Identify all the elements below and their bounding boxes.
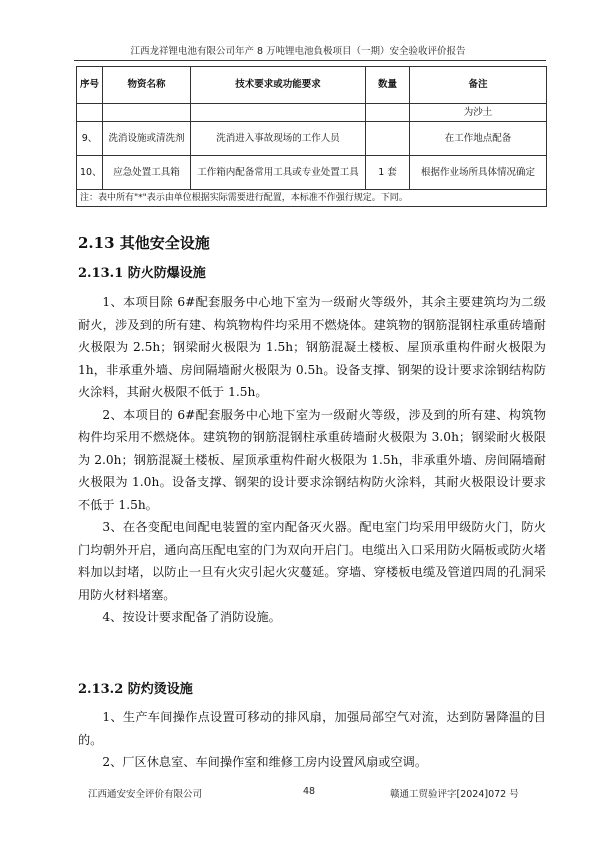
column-header-name: 物资名称: [103, 67, 191, 104]
page-number: 48: [303, 786, 316, 797]
cell-name: 应急处置工具箱: [103, 156, 191, 190]
report-number: 赣通工贸验评字[2024]072 号: [390, 789, 519, 800]
table-note-row: [77, 190, 547, 207]
cell-requirement: 洗消进入事故现场的工作人员: [191, 122, 366, 156]
cell-remark: 为沙土: [410, 104, 547, 122]
paragraph: 2、厂区休息室、车间操作室和维修工房内设置风扇或空调。: [102, 755, 428, 769]
section-title: 2.13 其他安全设施: [78, 234, 210, 252]
column-header-remark: 备注: [410, 67, 547, 104]
paragraph: 2、本项目的 6#配套服务中心地下室为一级耐火等级，涉及到的所有建、构筑物构件均采用不燃烧体。建筑物的钢筋混钢柱承重砖墙耐火极限为 3.0h；钢梁耐火极限为 2.0h；钢筋混凝土楼板、屋顶承重构件耐火极限为 1.5h，非承重外墙、房间隔墙耐火极限为 1.0h。设备支撑、钢架的设计要求涂钢结构防火涂料，其耐火极限设计要求不低于 1.5h。: [78, 407, 546, 512]
paragraph: 1、本项目除 6#配套服务中心地下室为一级耐火等级外，其余主要建筑均为二级耐火，涉及到的所有建、构筑物构件均采用不燃烧体。建筑物的钢筋混钢柱承重砖墙耐火极限为 2.5h；钢梁耐火极限为 1.5h；钢筋混凝土楼板、屋顶承重构件耐火极限为 1h，非承重外墙、房间隔墙耐火极限为 0.5h。设备支撑、钢架的设计要求涂钢结构防火涂料，其耐火极限不低于 1.5h。: [78, 295, 546, 399]
cell-qty: 1 套: [366, 156, 410, 190]
column-header-no: 序号: [77, 67, 103, 104]
burn-protection-text: [78, 706, 546, 774]
cell-name: 洗消设施或清洗剂: [103, 122, 191, 156]
table-note: 注：表中所有"*"表示由单位根据实际需要进行配置，本标准不作强行规定。下同。: [77, 190, 547, 207]
fire-protection-text: [78, 291, 546, 629]
page-header: 江西龙祥锂电池有限公司年产 8 万吨锂电池負极项目（一期）安全验收评价报告: [130, 46, 466, 57]
equipment-table: [76, 66, 547, 207]
paragraph: 3、在各变配电间配电装置的室内配备灭火器。配电室门均采用甲级防火门，防火门均朝外开启，通向高压配电室的门为双向开启门。电缆出入口采用防火隔板或防火堵料加以封堵，以防止一旦有火灾引起火灾蔓延。穿墙、穿楼板电缆及管道四周的孔洞采用防火材料堵塞。: [78, 520, 546, 602]
table-row: [77, 104, 547, 122]
cell-requirement: 工作箱内配备常用工具或专业处置工具: [191, 156, 366, 190]
cell-no: 9、: [77, 122, 103, 156]
footer-company: 江西通安安全评价有限公司: [88, 789, 203, 800]
column-header-requirement: 技术要求或功能要求: [191, 67, 366, 104]
subsection-title-burn: 2.13.2 防灼烫设施: [78, 682, 193, 697]
table-row: [77, 122, 547, 156]
subsection-title-fire: 2.13.1 防火防爆设施: [78, 266, 206, 281]
cell-no: 10、: [77, 156, 103, 190]
table-header-row: [77, 67, 547, 104]
table-row: [77, 156, 547, 190]
paragraph: 1、生产车间操作点设置可移动的排风扇，加强局部空气对流，达到防暑降温的目的。: [78, 710, 546, 747]
cell-remark: 在工作地点配备: [410, 122, 547, 156]
cell-qty: [366, 122, 410, 156]
column-header-qty: 数量: [366, 67, 410, 104]
paragraph: 4、按设计要求配备了消防设施。: [102, 610, 281, 624]
header-divider: [74, 60, 546, 61]
cell-remark: 根据作业场所具体情况确定: [410, 156, 547, 190]
